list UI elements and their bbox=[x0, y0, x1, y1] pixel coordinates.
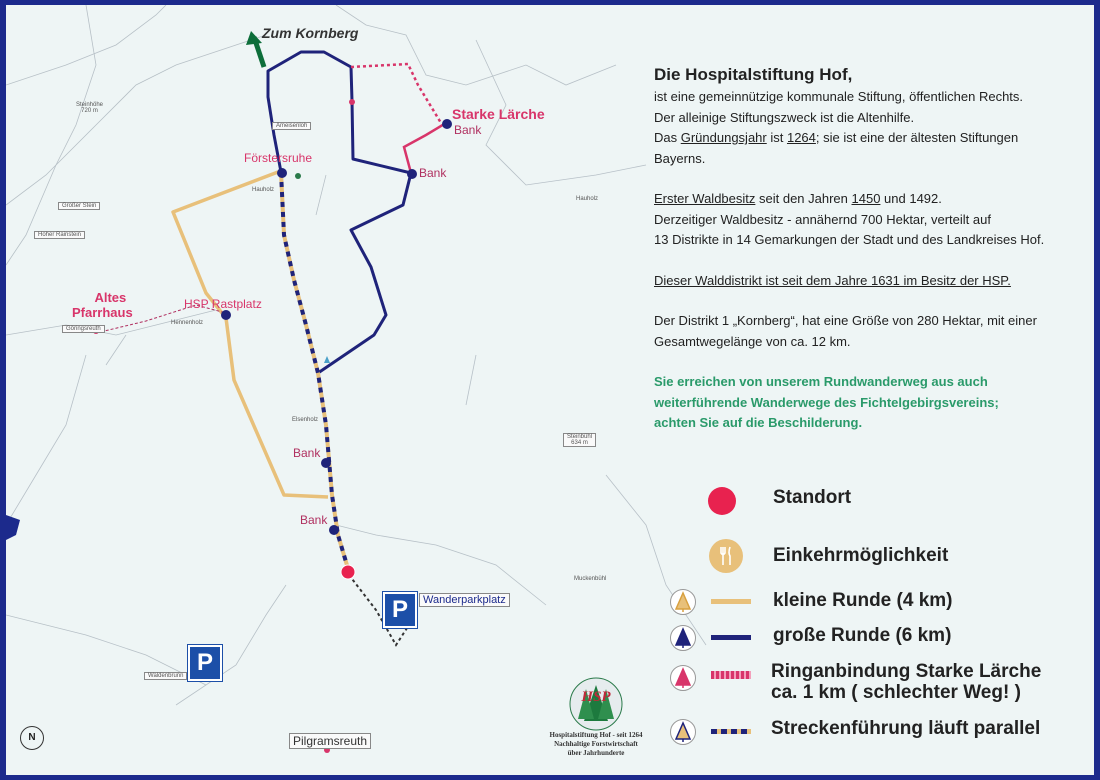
bench-marker bbox=[329, 525, 339, 535]
parallel-swatch bbox=[711, 729, 751, 734]
info-line: Bayerns. bbox=[654, 150, 706, 166]
map-board bbox=[6, 5, 1094, 775]
info-line: Der Distrikt 1 „Kornberg“, hat eine Größe von 280 Hektar, mit einer bbox=[654, 313, 1037, 328]
parking-icon: P bbox=[188, 645, 222, 681]
small-tree-icon bbox=[324, 356, 330, 363]
label-steinbuehl bbox=[563, 433, 596, 447]
label-hauholz-east: Hauholz bbox=[576, 196, 599, 202]
info-line bbox=[654, 271, 1084, 292]
info-line: Sie erreichen von unserem Rundwanderweg aus auch bbox=[654, 374, 988, 389]
info-line bbox=[654, 189, 1084, 210]
bench-marker bbox=[321, 458, 331, 468]
info-underlined: 1450 bbox=[851, 191, 881, 206]
legend-standort: Standort bbox=[773, 487, 852, 508]
direction-arrow-head bbox=[246, 31, 262, 45]
bench-label: Bank bbox=[454, 123, 482, 137]
label-ameisenloh: Ameisenloh bbox=[272, 122, 311, 130]
info-line: ist eine gemeinnützige kommunale Stiftung, öffentlichen Rechts. bbox=[654, 89, 1024, 104]
label-steinbuehl-height: 634 m bbox=[571, 440, 588, 446]
bench-label: Bank bbox=[293, 446, 321, 460]
info-underlined: Dieser Walddistrikt ist seit dem Jahre 1631 im Besitz der HSP. bbox=[654, 272, 1011, 288]
info-underlined: 1264 bbox=[786, 130, 816, 145]
hsp-logo-letters: HSP bbox=[581, 689, 611, 705]
label-hoher-rainstein: Hoher Rainstein bbox=[34, 231, 85, 239]
ring-path-dotted bbox=[351, 64, 441, 123]
legend-ring-line2: ca. 1 km ( schlechter Weg! ) bbox=[771, 682, 1021, 703]
label-muckenbuehl: Muckenbühl bbox=[574, 576, 607, 582]
info-line: achten Sie auf die Beschilderung. bbox=[654, 415, 863, 430]
bench-marker bbox=[407, 169, 417, 179]
legend-ringanbindung bbox=[771, 661, 1041, 703]
legend-einkehr: Einkehrmöglichkeit bbox=[773, 545, 949, 566]
parking-icon: P bbox=[383, 592, 417, 628]
label-elsenholz: Elsenholz bbox=[292, 417, 319, 423]
frame-edge bbox=[6, 515, 20, 540]
place-starke-laerche: Starke Lärche bbox=[452, 106, 545, 122]
ring-swatch bbox=[711, 671, 751, 679]
hsp-logo bbox=[546, 677, 646, 767]
info-line bbox=[654, 128, 1084, 149]
terrain-lines bbox=[6, 5, 706, 705]
parallel-route-base bbox=[281, 172, 349, 572]
tree-icon-red bbox=[670, 665, 696, 691]
place-wanderparkplatz: Wanderparkplatz bbox=[419, 593, 510, 607]
small-round-swatch bbox=[711, 599, 751, 604]
label-steinhoehe-height: 720 m bbox=[81, 108, 98, 114]
standort-legend-icon bbox=[708, 487, 736, 515]
info-text-fragment: Das bbox=[654, 130, 681, 145]
place-altes-pfarrhaus-line1: Altes bbox=[94, 290, 127, 305]
bench-label: Bank bbox=[419, 166, 447, 180]
info-line: Gesamtwegelänge von ca. 12 km. bbox=[654, 333, 851, 349]
place-altes-pfarrhaus bbox=[72, 290, 133, 320]
legend-grosse-runde: große Runde (6 km) bbox=[773, 625, 952, 646]
label-goeringsreuth: Göringsreuth bbox=[62, 325, 105, 333]
place-pilgramsreuth: Pilgramsreuth bbox=[289, 733, 371, 749]
place-foersterruhe: Förstersruhe bbox=[244, 151, 313, 165]
legend-kleine-runde: kleine Runde (4 km) bbox=[773, 590, 953, 611]
bench-marker bbox=[277, 168, 287, 178]
junction-marker bbox=[349, 99, 355, 105]
legend-ring-line1: Ringanbindung Starke Lärche bbox=[771, 661, 1042, 682]
info-line: 13 Distrikte in 14 Gemarkungen der Stadt und des Landkreises Hof. bbox=[654, 232, 1045, 247]
info-underlined: Erster Waldbesitz bbox=[654, 191, 756, 206]
label-waldenbrunn: Waldenbrunn bbox=[144, 672, 187, 680]
hsp-logo-caption bbox=[536, 731, 656, 758]
bench-label: Bank bbox=[300, 513, 328, 527]
info-line: Der alleinige Stiftungszweck ist die Altenhilfe. bbox=[654, 109, 915, 125]
label-steinhoehe-name: Steinhöhe bbox=[76, 102, 104, 108]
tree-icon-blue bbox=[670, 625, 696, 651]
label-steinhoehe bbox=[76, 102, 103, 114]
standort-marker bbox=[341, 565, 355, 579]
fork-knife-icon bbox=[709, 539, 743, 573]
big-round-path-east bbox=[318, 67, 411, 373]
tree-icon-yellow bbox=[670, 589, 696, 615]
info-text-fragment: ist bbox=[766, 130, 787, 145]
info-line: weiterführende Wanderwege des Fichtelgebirgsvereins; bbox=[654, 394, 999, 410]
hsp-logo-caption-line1: Hospitalstiftung Hof - seit 1264 bbox=[549, 731, 643, 739]
legend-parallel: Streckenführung läuft parallel bbox=[771, 718, 1041, 739]
label-grosser-stein: Großer Stein bbox=[58, 202, 100, 210]
direction-label: Zum Kornberg bbox=[262, 25, 359, 41]
label-hennenholz: Hennenholz bbox=[171, 320, 204, 326]
hsp-logo-caption-line2: Nachhaltige Forstwirtschaft bbox=[554, 740, 638, 748]
info-text bbox=[654, 63, 1084, 434]
bench-marker bbox=[442, 119, 452, 129]
place-hsp-rastplatz: HSP Rastplatz bbox=[184, 297, 262, 311]
hsp-logo-caption-line3: über Jahrhunderte bbox=[567, 749, 625, 757]
info-title: Die Hospitalstiftung Hof, bbox=[654, 65, 853, 84]
big-round-swatch bbox=[711, 635, 751, 640]
spring-icon bbox=[295, 173, 301, 179]
info-text-fragment: seit den Jahren bbox=[755, 191, 852, 206]
info-line: Derzeitiger Waldbesitz - annähernd 700 Hektar, verteilt auf bbox=[654, 211, 991, 227]
bench-marker bbox=[221, 310, 231, 320]
label-steinbuehl-name: Steinbühl bbox=[567, 434, 593, 440]
info-text-fragment: ; sie ist eine der ältesten Stiftungen bbox=[815, 130, 1019, 145]
info-text-fragment: und 1492. bbox=[880, 191, 942, 206]
parallel-route-dash bbox=[281, 172, 349, 572]
tree-icon-mixed bbox=[670, 719, 696, 745]
label-hauholz: Hauholz bbox=[252, 187, 275, 193]
info-underlined: Gründungsjahr bbox=[680, 130, 767, 145]
place-altes-pfarrhaus-line2: Pfarrhaus bbox=[72, 305, 133, 320]
north-arrow-icon: N bbox=[20, 726, 44, 750]
